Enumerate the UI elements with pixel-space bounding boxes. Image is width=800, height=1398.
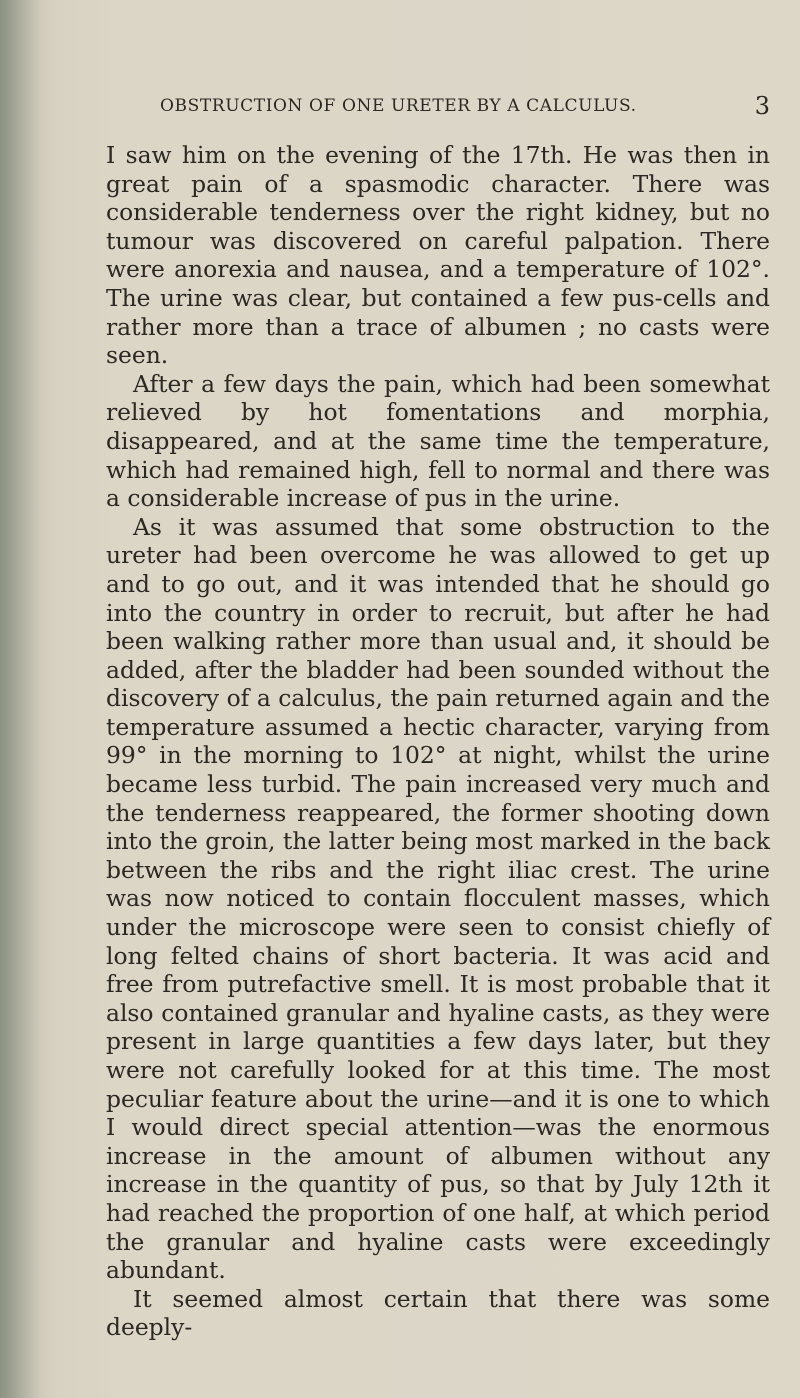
body-text — [106, 141, 770, 1342]
paragraph-2: After a few days the pain, which had been somewhat relieved by hot fomentations and morphia, disappeared, and at the same time the temperature, which had remained high, fell to normal and there was a considerable increase of pus in the urine. — [106, 369, 770, 513]
page-number: 3 — [754, 92, 770, 120]
running-head — [160, 92, 770, 124]
paragraph-4: It seemed almost certain that there was some deeply- — [106, 1284, 770, 1342]
binding-gutter-shadow — [0, 0, 40, 1398]
paragraph-3: As it was assumed that some obstruction to the ureter had been overcome he was allowed to get up and to go out, and it was intended that he should go into the country in order to recruit, but after he had been walking rather more than usual and, it should be added, after the bladder had been sounded without the discovery of a calculus, the pain returned again and the temperature assumed a hectic character, varying from 99° in the morning to 102° at night, whilst the urine became less turbid. The pain increased very much and the tenderness reappeared, the former shooting down into the groin, the latter being most marked in the back between the ribs and the right iliac crest. The urine was now noticed to contain flocculent masses, which under the microscope were seen to consist chiefly of long felted chains of short bacteria. It was acid and free from putrefactive smell. It is most probable that it also contained granular and hyaline casts, as they were present in large quantities a few days later, but they were not carefully looked for at this time. The most peculiar feature about the urine—and it is one to which I would direct special attention—was the enormous increase in the amount of albumen without any increase in the quantity of pus, so that by July 12th it had reached the proportion of one half, at which period the granular and hyaline casts were exceedingly abundant. — [106, 512, 770, 1285]
paragraph-1: I saw him on the evening of the 17th. He was then in great pain of a spasmodic character. There was considerable tenderness over the right kidney, but no tumour was discovered on careful palpation. There were anorexia and nausea, and a temperature of 102°. The urine was clear, but contained a few pus-cells and rather more than a trace of albumen ; no casts were seen. — [106, 141, 770, 370]
running-title: OBSTRUCTION OF ONE URETER BY A CALCULUS. — [160, 96, 637, 116]
